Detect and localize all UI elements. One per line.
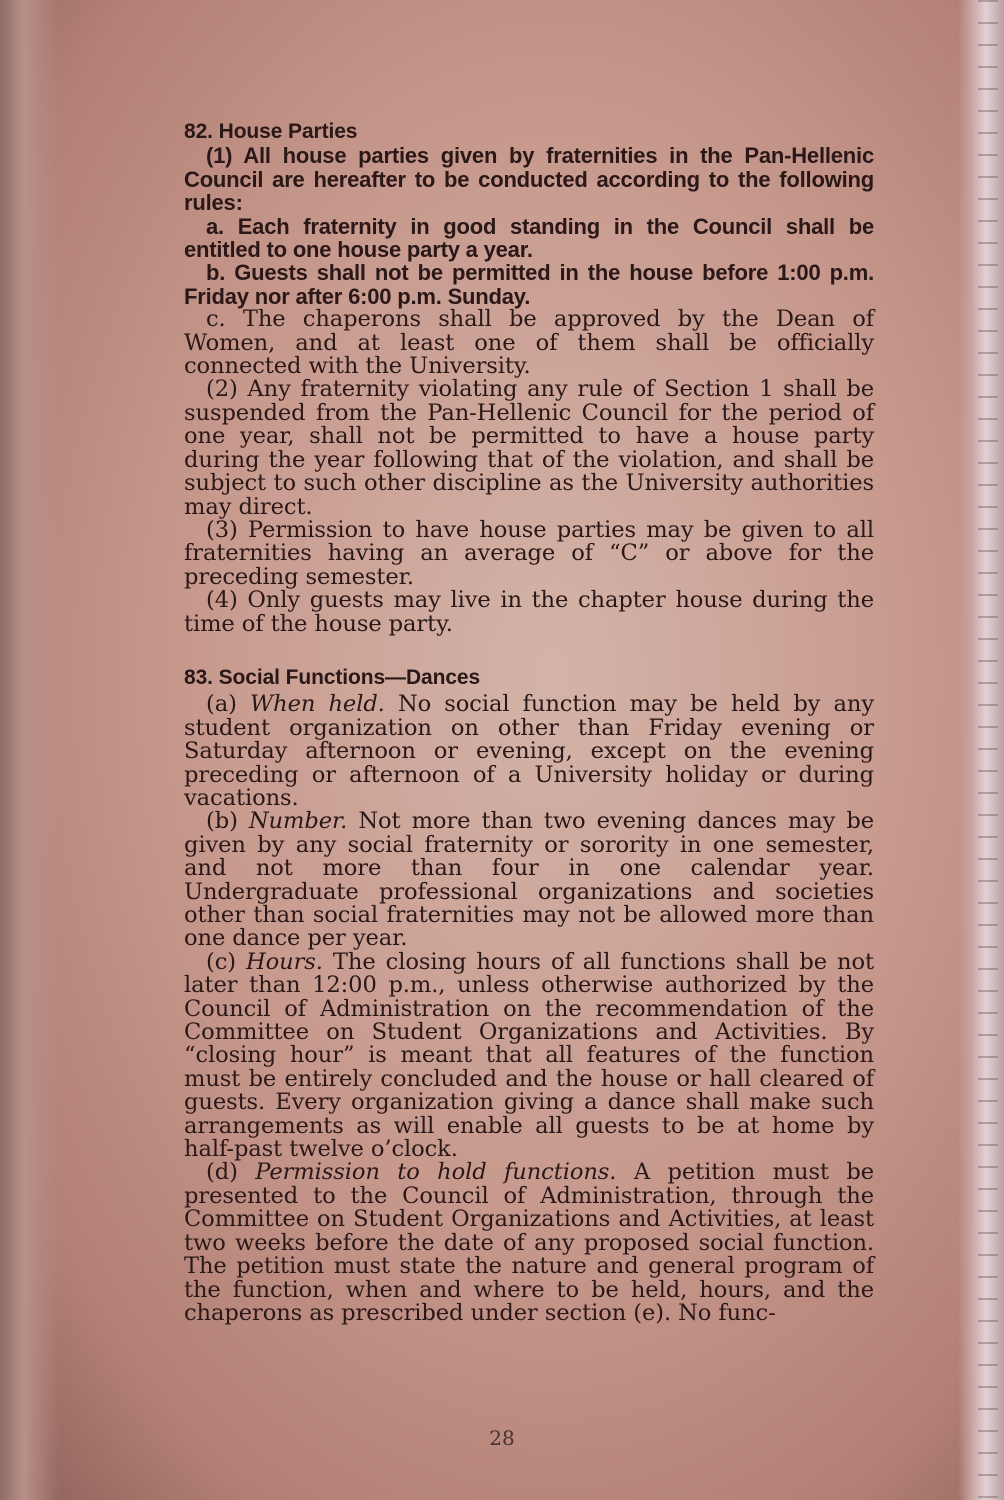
paragraph-d-title: Permission to hold functions. <box>255 1159 617 1186</box>
paragraph-c-title: Hours. <box>246 948 323 975</box>
paragraph-b-title: Number. <box>248 808 348 835</box>
section-82-heading: 82. House Parties <box>184 120 358 143</box>
section-82-paragraph-3: (3) Permission to have house parties may be given to all fraternities having an average of “C” or above for the preceding semester. <box>184 516 874 590</box>
page-text <box>184 120 874 1325</box>
section-83-paragraph-b <box>184 810 874 950</box>
section-83-paragraph-a <box>184 693 874 810</box>
paragraph-c-label: (c) <box>206 948 236 975</box>
paragraph-d-label: (d) <box>206 1159 238 1186</box>
section-82-rule-c: c. The chaperons shall be approved by the Dean of Women, and at least one of them shall be officially connected with the University. <box>184 306 874 380</box>
paragraph-a-text: No social function may be held by any student organization on other than Friday evening or Saturday afternoon or evening, except on the evening preceding or afternoon of a University holiday or during vacations. <box>184 691 875 811</box>
paragraph-b-text: Not more than two evening dances may be given by any social fraternity or sorority in one semester, and not more than four in one calendar year. Undergraduate professional organizations and societies other than social fraternities may not be allowed more than one dance per year. <box>184 808 874 952</box>
spine-binding-lines <box>978 0 998 1500</box>
section-82-rule-a: a. Each fraternity in good standing in the Council shall be entitled to one house party a year. <box>184 213 874 263</box>
page-number: 28 <box>489 1426 515 1450</box>
paragraph-d-text: A petition must be presented to the Council of Administration, through the Committee on Student Organizations and Activities, at least two weeks before the date of any proposed social function. The petition must state the nature and general program of the function, when and where to be held, hours, and the chaperons as prescribed under section (e). No func- <box>184 1159 874 1326</box>
section-82-paragraph-4: (4) Only guests may live in the chapter house during the time of the house party. <box>184 587 874 637</box>
book-spine-edge <box>958 0 1004 1500</box>
paragraph-c-text: The closing hours of all functions shall be not later than 12:00 p.m., unless otherwise authorized by the Council of Administration on the recommendation of the Committee on Student Organizations and Activities. By “closing hour” is meant that all features of the function must be entirely concluded and the house or hall cleared of guests. Every organization giving a dance shall make such arrangements as will enable all guests to be at home by half-past twelve o’clock. <box>184 948 874 1163</box>
section-82-paragraph-1: (1) All house parties given by fraternities in the Pan-Hellenic Council are hereafter to be conducted according to the following rules: <box>184 143 874 216</box>
section-83-paragraph-c <box>184 948 874 1163</box>
paragraph-a-title: When held. <box>250 691 385 718</box>
paragraph-b-label: (b) <box>206 808 238 835</box>
page-gutter <box>0 0 60 1500</box>
section-82-rule-b: b. Guests shall not be permitted in the house before 1:00 p.m. Friday nor after 6:00 p.m. Sunday. <box>184 260 874 309</box>
section-83-heading: 83. Social Functions—Dances <box>184 665 481 689</box>
section-82-paragraph-2: (2) Any fraternity violating any rule of Section 1 shall be suspended from the Pan-Hellenic Council for the period of one year, shall not be permitted to have a house party during the year following that of the violation, and shall be subject to such other discipline as the University authorities may direct. <box>184 376 874 520</box>
paragraph-a-label: (a) <box>206 691 237 718</box>
section-83-paragraph-d <box>184 1161 874 1325</box>
